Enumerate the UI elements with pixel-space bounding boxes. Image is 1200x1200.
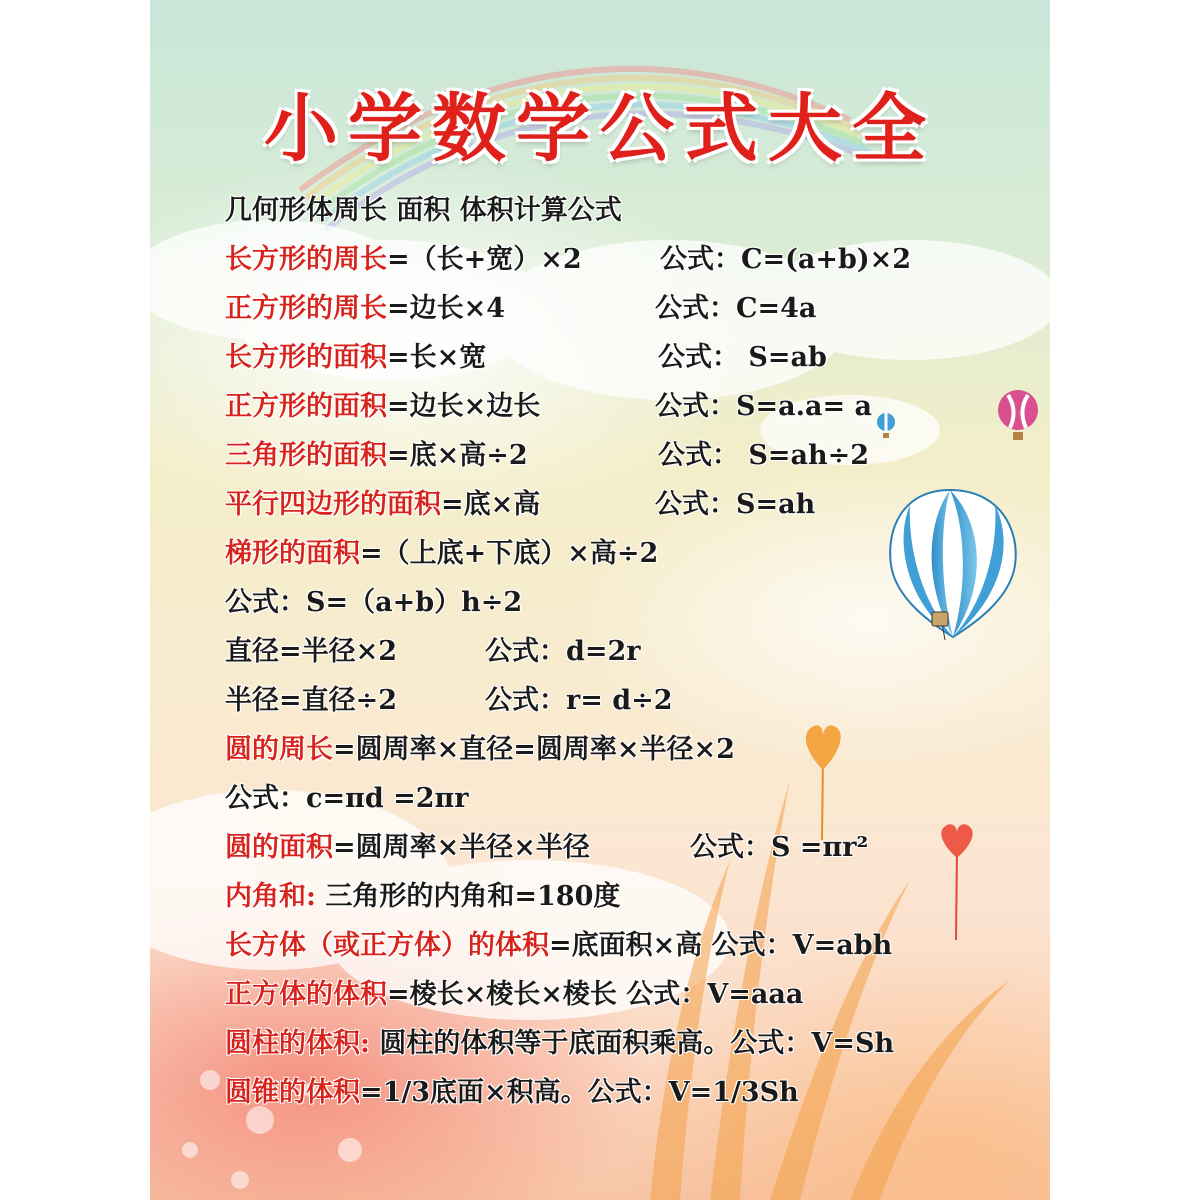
formula-term: 正方形的面积	[225, 391, 387, 422]
formula-definition: 三角形的内角和=180度	[315, 881, 621, 912]
formula-symbolic: 公式：C=4a	[655, 293, 817, 324]
formula-term: 圆柱的体积:	[225, 1028, 370, 1059]
formula-row	[225, 580, 522, 619]
formula-term: 圆的周长	[225, 734, 333, 765]
formula-term: 平行四边形的面积	[225, 489, 441, 520]
formula-row	[225, 1021, 894, 1060]
subtitle: 几何形体周长 面积 体积计算公式	[225, 195, 622, 226]
formula-row	[225, 1070, 799, 1109]
formula-row	[225, 923, 892, 962]
formula-row	[225, 874, 620, 913]
formula-symbolic: 公式：r= d÷2	[485, 685, 673, 716]
formula-row	[225, 727, 735, 766]
formula-symbolic: 公式：S =πr²	[690, 832, 869, 863]
formula-symbolic: 公式：S=ah	[655, 489, 816, 520]
small-balloon-icon	[998, 390, 1038, 440]
formula-row	[225, 482, 540, 521]
formula-definition: =棱长×棱长×棱长 公式：V=aaa	[387, 979, 804, 1010]
formula-term: 圆锥的体积	[225, 1077, 360, 1108]
formula-definition: =底面积×高 公式：V=abh	[549, 930, 893, 961]
formula-definition: =1/3底面×积高。公式：V=1/3Sh	[360, 1077, 799, 1108]
formula-definition: =（上底+下底）×高÷2	[360, 538, 659, 569]
formula-definition: =边长×边长	[387, 391, 541, 422]
hot-air-balloon-icon	[890, 490, 1016, 640]
formula-symbolic: 公式： S=ab	[658, 342, 827, 373]
formula-term: 圆的面积	[225, 832, 333, 863]
formula-row	[225, 825, 590, 864]
formula-row	[225, 972, 803, 1011]
formula-definition: =边长×4	[387, 293, 506, 324]
formula-row	[225, 531, 658, 570]
formula-term: 内角和:	[225, 881, 316, 912]
formula-definition: =（长+宽）×2	[387, 244, 582, 275]
formula-definition: 半径=直径÷2	[225, 685, 398, 716]
formula-row	[225, 335, 486, 374]
formula-row	[225, 384, 540, 423]
formula-definition: =圆周率×半径×半径	[333, 832, 590, 863]
formula-row	[225, 776, 469, 815]
formula-definition: =圆周率×直径=圆周率×半径×2	[333, 734, 735, 765]
formula-row	[225, 433, 528, 472]
heart-icon-2	[941, 824, 972, 940]
formula-symbolic: 公式： S=ah÷2	[658, 440, 870, 471]
formula-term: 正方体的体积	[225, 979, 387, 1010]
formula-row	[225, 286, 505, 325]
formula-definition: 直径=半径×2	[225, 636, 398, 667]
formula-term: 长方形的周长	[225, 244, 387, 275]
formula-term: 三角形的面积	[225, 440, 387, 471]
heart-icon-1	[806, 725, 841, 840]
formula-definition: =底×高÷2	[387, 440, 528, 471]
formula-definition: =底×高	[441, 489, 541, 520]
formula-definition: 公式：c=πd =2πr	[225, 783, 469, 814]
poster	[150, 0, 1050, 1200]
formula-term: 长方体（或正方体）的体积	[225, 930, 549, 961]
formula-term: 正方形的周长	[225, 293, 387, 324]
formula-term: 梯形的面积	[225, 538, 360, 569]
formula-symbolic: 公式：S=a.a= a	[655, 391, 873, 422]
page-title: 小学数学公式大全	[264, 86, 936, 172]
formula-row	[225, 629, 397, 668]
formula-definition: =长×宽	[387, 342, 487, 373]
formula-definition: 公式：S=（a+b）h÷2	[225, 587, 523, 618]
formula-row	[225, 678, 397, 717]
formula-symbolic: 公式：d=2r	[485, 636, 641, 667]
formula-term: 长方形的面积	[225, 342, 387, 373]
formula-row	[225, 237, 582, 276]
formula-symbolic: 公式：C=(a+b)×2	[660, 244, 912, 275]
formula-definition: 圆柱的体积等于底面积乘高。公式：V=Sh	[369, 1028, 895, 1059]
